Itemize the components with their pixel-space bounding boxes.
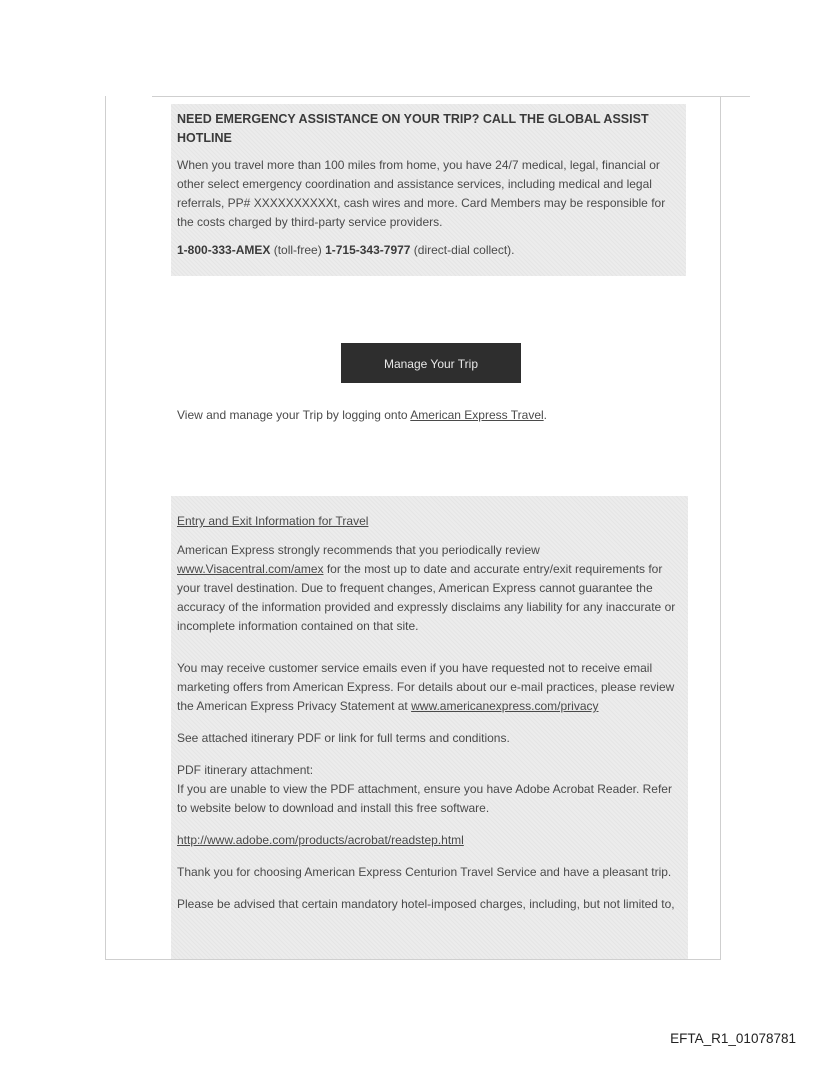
emergency-assistance-section	[171, 104, 686, 276]
privacy-statement-link[interactable]: www.americanexpress.com/privacy	[411, 699, 599, 713]
american-express-travel-link[interactable]: American Express Travel	[410, 408, 544, 422]
entry-exit-title	[177, 512, 682, 531]
emergency-phone-line	[177, 241, 680, 260]
manage-trip-text	[177, 406, 697, 425]
manage-trip-suffix: .	[543, 408, 548, 422]
terms-note: See attached itinerary PDF or link for full terms and conditions.	[177, 731, 510, 745]
adobe-reader-link[interactable]: http://www.adobe.com/products/acrobat/readstep.html	[177, 833, 464, 847]
phone-toll-free-note: (toll-free)	[270, 243, 326, 257]
entry-exit-title-link[interactable]: Entry and Exit Information for Travel	[177, 514, 369, 528]
phone-direct-dial-note: (direct-dial collect).	[410, 243, 515, 257]
manage-your-trip-button[interactable]: Manage Your Trip	[341, 343, 521, 383]
document-footer-id: EFTA_R1_01078781	[670, 1031, 796, 1046]
emergency-body: When you travel more than 100 miles from home, you have 24/7 medical, legal, financial or other select emergency coordination and assistance services, including medical and legal referrals, PP# XXXXXXXXXXt, cash wires and more. Card Members may be responsible for the costs charged by third-party service providers.	[177, 158, 666, 229]
phone-toll-free: 1-800-333-AMEX	[177, 243, 271, 257]
entry-exit-info-section	[171, 496, 688, 959]
emergency-heading: NEED EMERGENCY ASSISTANCE ON YOUR TRIP? CALL THE GLOBAL ASSIST HOTLINE	[177, 112, 649, 145]
adobe-download	[177, 831, 682, 850]
pdf-attachment-label: PDF itinerary attachment:	[177, 763, 314, 777]
entry-body-suffix: for the most up to date and accurate entry/exit requirements for your travel destination. Due to frequent changes, American Express cannot guarantee the accuracy of the information provided and expressly disclaims any liability for any inaccurate or incomplete information contained on that site.	[177, 562, 676, 633]
visacentral-link[interactable]: www.Visacentral.com/amex	[177, 562, 324, 576]
privacy-notice	[177, 659, 682, 716]
privacy-notice-text: You may receive customer service emails even if you have requested not to receive email marketing offers from American Express. For details about our e-mail practices, please review the American Express Privacy Statement at	[177, 661, 675, 713]
phone-direct-dial: 1-715-343-7977	[325, 243, 411, 257]
manage-trip-prefix: View and manage your Trip by logging onto	[177, 408, 411, 422]
thank-you-text: Thank you for choosing American Express Centurion Travel Service and have a pleasant trip.	[177, 865, 672, 879]
hotel-charges-advisory: Please be advised that certain mandatory hotel-imposed charges, including, but not limited to,	[177, 897, 675, 911]
pdf-attachment-body: If you are unable to view the PDF attachment, ensure you have Adobe Acrobat Reader. Refer to website below to download and install this free software.	[177, 782, 672, 815]
entry-exit-body	[177, 541, 682, 636]
entry-body-prefix: American Express strongly recommends that you periodically review	[177, 543, 540, 557]
